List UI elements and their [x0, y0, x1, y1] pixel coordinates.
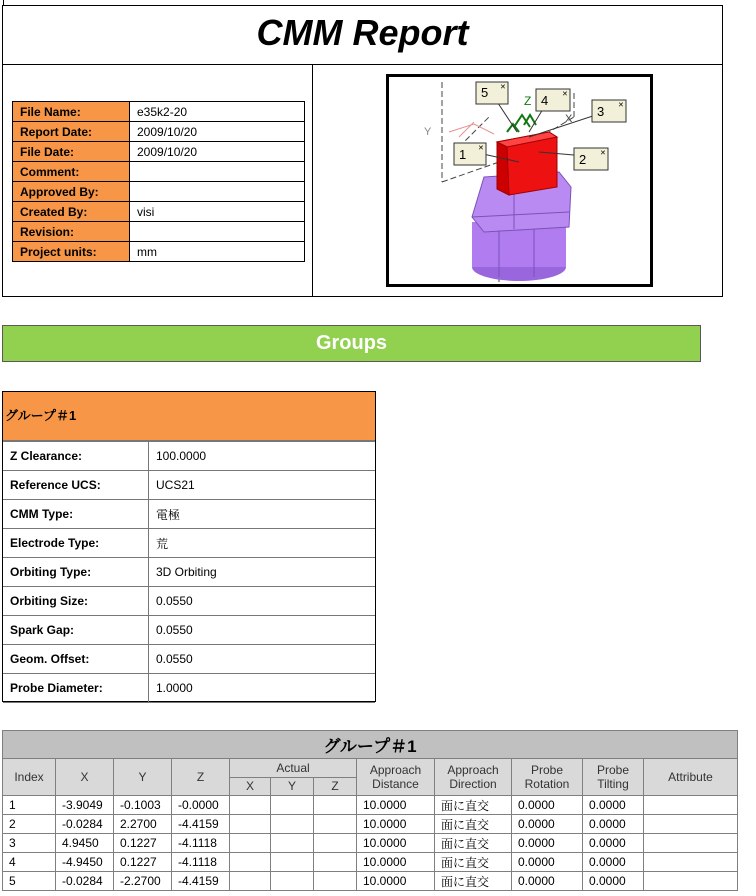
info-label: Created By:	[13, 202, 130, 222]
cell-dir: 面に直交	[435, 872, 512, 891]
group-property-row	[3, 587, 375, 616]
cell-rot: 0.0000	[512, 815, 583, 834]
group-property-row	[3, 500, 375, 529]
info-row	[13, 122, 305, 142]
cell-empty	[314, 834, 357, 853]
info-label: Comment:	[13, 162, 130, 182]
cell-z: -4.4159	[172, 872, 230, 891]
cell-z: -0.0000	[172, 796, 230, 815]
cell-z: -4.1118	[172, 853, 230, 872]
info-row	[13, 242, 305, 262]
property-value: 0.0550	[149, 587, 376, 616]
cell-index: 4	[3, 853, 56, 872]
svg-text:✕: ✕	[600, 150, 606, 157]
cell-z: -4.4159	[172, 815, 230, 834]
info-row	[13, 182, 305, 202]
cell-dist: 10.0000	[357, 872, 435, 891]
cell-empty	[644, 872, 738, 891]
cell-empty	[230, 872, 271, 891]
cell-empty	[644, 853, 738, 872]
cell-rot: 0.0000	[512, 853, 583, 872]
cell-empty	[314, 872, 357, 891]
info-label: Revision:	[13, 222, 130, 242]
report-title: CMM Report	[256, 12, 469, 53]
info-label: File Date:	[13, 142, 130, 162]
cell-empty	[644, 834, 738, 853]
axis-z-label: Z	[524, 94, 532, 108]
table-row	[3, 796, 738, 815]
info-value: e35k2-20	[130, 102, 305, 122]
property-label: Orbiting Type:	[3, 558, 149, 587]
property-value: UCS21	[149, 471, 376, 500]
property-label: Geom. Offset:	[3, 645, 149, 674]
cell-dir: 面に直交	[435, 815, 512, 834]
cell-empty	[271, 796, 314, 815]
axis-y-label: Y	[424, 126, 432, 138]
group-properties-card	[2, 391, 376, 702]
cell-tilt: 0.0000	[583, 853, 644, 872]
cell-tilt: 0.0000	[583, 834, 644, 853]
cell-index: 3	[3, 834, 56, 853]
file-info-table	[12, 101, 305, 262]
cell-empty	[230, 853, 271, 872]
cell-dir: 面に直交	[435, 796, 512, 815]
callout-4	[536, 89, 570, 111]
group-property-row	[3, 616, 375, 645]
col-actual-x: X	[230, 777, 271, 796]
property-value: 0.0550	[149, 645, 376, 674]
property-label: Probe Diameter:	[3, 674, 149, 703]
info-label: Project units:	[13, 242, 130, 262]
electrode-shape	[497, 132, 557, 195]
cell-y: 0.1227	[114, 834, 172, 853]
measurement-points-table	[2, 730, 738, 891]
cell-tilt: 0.0000	[583, 815, 644, 834]
info-row	[13, 222, 305, 242]
cell-empty	[271, 872, 314, 891]
group-property-row	[3, 529, 375, 558]
property-label: Electrode Type:	[3, 529, 149, 558]
group-property-row	[3, 674, 375, 703]
info-value	[130, 222, 305, 242]
info-value	[130, 182, 305, 202]
group-property-row	[3, 471, 375, 500]
table-row	[3, 853, 738, 872]
callout-2	[574, 148, 608, 170]
cell-x: -3.9049	[56, 796, 114, 815]
col-actual-z: Z	[314, 777, 357, 796]
group-name: グループ＃1	[3, 392, 375, 442]
cell-empty	[230, 796, 271, 815]
group-property-row	[3, 558, 375, 587]
cell-y: 2.2700	[114, 815, 172, 834]
property-label: CMM Type:	[3, 500, 149, 529]
info-row	[13, 162, 305, 182]
callout-5	[476, 82, 508, 104]
property-label: Orbiting Size:	[3, 587, 149, 616]
cell-empty	[271, 853, 314, 872]
col-probe-rotation: Probe Rotation	[512, 759, 583, 796]
info-row	[13, 102, 305, 122]
cell-tilt: 0.0000	[583, 872, 644, 891]
cell-index: 2	[3, 815, 56, 834]
cell-empty	[230, 834, 271, 853]
cell-y: -0.1003	[114, 796, 172, 815]
report-info-section	[2, 64, 723, 297]
callout-1	[454, 143, 486, 165]
cell-rot: 0.0000	[512, 872, 583, 891]
cell-empty	[314, 796, 357, 815]
property-value: 電極	[149, 500, 376, 529]
property-label: Z Clearance:	[3, 442, 149, 471]
cell-empty	[230, 815, 271, 834]
cell-empty	[314, 853, 357, 872]
cell-z: -4.1118	[172, 834, 230, 853]
property-value: 0.0550	[149, 616, 376, 645]
property-label: Reference UCS:	[3, 471, 149, 500]
col-y: Y	[114, 759, 172, 796]
info-value: visi	[130, 202, 305, 222]
cell-x: 4.9450	[56, 834, 114, 853]
cell-x: -0.0284	[56, 872, 114, 891]
svg-text:3: 3	[597, 104, 605, 119]
col-index: Index	[3, 759, 56, 796]
groups-heading: Groups	[2, 325, 701, 362]
cell-rot: 0.0000	[512, 834, 583, 853]
info-label: File Name:	[13, 102, 130, 122]
cell-x: -4.9450	[56, 853, 114, 872]
table-row	[3, 815, 738, 834]
cell-dir: 面に直交	[435, 834, 512, 853]
info-label: Report Date:	[13, 122, 130, 142]
svg-text:4: 4	[541, 93, 549, 108]
group-property-row	[3, 442, 375, 471]
info-value: 2009/10/20	[130, 142, 305, 162]
col-probe-tilting: Probe Tilting	[583, 759, 644, 796]
model-preview	[386, 74, 653, 287]
cell-index: 1	[3, 796, 56, 815]
cell-empty	[314, 815, 357, 834]
cell-index: 5	[3, 872, 56, 891]
cell-dist: 10.0000	[357, 796, 435, 815]
electrode-model-illustration	[389, 77, 650, 284]
property-label: Spark Gap:	[3, 616, 149, 645]
report-title-box	[2, 5, 723, 64]
axis-x-label: X	[565, 113, 573, 125]
property-value: 荒	[149, 529, 376, 558]
cell-dist: 10.0000	[357, 834, 435, 853]
col-z: Z	[172, 759, 230, 796]
cell-empty	[271, 815, 314, 834]
info-value: 2009/10/20	[130, 122, 305, 142]
cell-rot: 0.0000	[512, 796, 583, 815]
callout-3	[592, 100, 626, 122]
group-properties-table	[3, 442, 375, 703]
group-property-row	[3, 645, 375, 674]
svg-text:✕: ✕	[562, 91, 568, 98]
property-value: 100.0000	[149, 442, 376, 471]
svg-text:✕: ✕	[478, 145, 484, 152]
cell-empty	[644, 796, 738, 815]
cell-empty	[271, 834, 314, 853]
property-value: 1.0000	[149, 674, 376, 703]
svg-text:2: 2	[579, 152, 587, 167]
table-row	[3, 872, 738, 891]
col-attribute: Attribute	[644, 759, 738, 796]
svg-text:5: 5	[481, 85, 489, 100]
col-approach-distance: Approach Distance	[357, 759, 435, 796]
col-x: X	[56, 759, 114, 796]
cell-tilt: 0.0000	[583, 796, 644, 815]
cell-dist: 10.0000	[357, 815, 435, 834]
cell-dist: 10.0000	[357, 853, 435, 872]
info-row	[13, 142, 305, 162]
cell-y: 0.1227	[114, 853, 172, 872]
cell-empty	[644, 815, 738, 834]
info-row	[13, 202, 305, 222]
svg-text:✕: ✕	[618, 102, 624, 109]
cell-x: -0.0284	[56, 815, 114, 834]
col-approach-direction: Approach Direction	[435, 759, 512, 796]
info-label: Approved By:	[13, 182, 130, 202]
table-row	[3, 834, 738, 853]
info-value	[130, 162, 305, 182]
property-value: 3D Orbiting	[149, 558, 376, 587]
col-actual-y: Y	[271, 777, 314, 796]
table-caption: グループ＃1	[3, 731, 738, 759]
svg-text:✕: ✕	[500, 84, 506, 91]
cell-dir: 面に直交	[435, 853, 512, 872]
info-value: mm	[130, 242, 305, 262]
col-actual: Actual	[230, 759, 357, 778]
svg-text:1: 1	[459, 147, 467, 162]
cell-y: -2.2700	[114, 872, 172, 891]
